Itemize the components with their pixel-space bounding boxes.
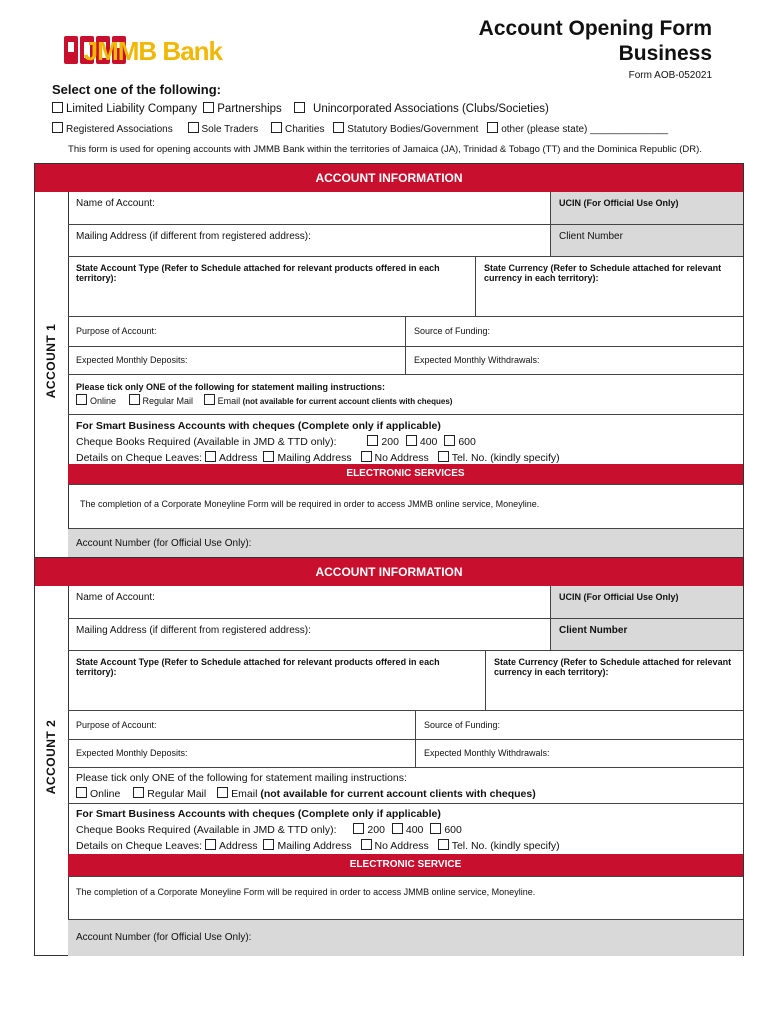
client-number-field: Client Number <box>550 619 743 651</box>
account-information-header: ACCOUNT INFORMATION <box>35 164 743 192</box>
account-2-side-label: ACCOUNT 2 <box>35 558 69 955</box>
checkbox-regular-mail[interactable] <box>133 787 144 798</box>
checkbox-address[interactable] <box>205 451 216 462</box>
funding-field[interactable]: Source of Funding: <box>415 711 743 740</box>
checkbox-registered-associations[interactable] <box>52 122 63 133</box>
name-of-account-field[interactable]: Name of Account: <box>76 592 155 603</box>
intro-text: This form is used for opening accounts with JMMB Bank within the territories of Jamaica (JA), Trinidad & Tobago (TT) and the Dominica Republic (DR). <box>68 144 702 155</box>
withdrawals-field[interactable]: Expected Monthly Withdrawals: <box>405 347 743 375</box>
checkbox-regular-mail[interactable] <box>129 394 140 405</box>
entity-type-row-1: Limited Liability Company Partnerships Unincorporated Associations (Clubs/Societies) <box>52 102 549 115</box>
checkbox-tel[interactable] <box>438 451 449 462</box>
checkbox-other[interactable] <box>487 122 498 133</box>
checkbox-unincorporated[interactable] <box>294 102 305 113</box>
ucin-field: UCIN (For Official Use Only) <box>550 192 743 224</box>
checkbox-tel[interactable] <box>438 839 449 850</box>
ucin-field: UCIN (For Official Use Only) <box>550 586 743 618</box>
currency-field[interactable]: State Currency (Refer to Schedule attached for relevant currency in each territory): <box>485 651 743 711</box>
checkbox-200[interactable] <box>367 435 378 446</box>
checkbox-400[interactable] <box>392 823 403 834</box>
account-type-field[interactable]: State Account Type (Refer to Schedule attached for relevant products offered in each territory): <box>76 657 440 677</box>
jmmb-logo <box>62 30 222 68</box>
checkbox-email[interactable] <box>217 787 228 798</box>
checkbox-sole-traders[interactable] <box>188 122 199 133</box>
account-number-field: Account Number (for Official Use Only): <box>76 538 252 549</box>
purpose-field[interactable]: Purpose of Account: <box>76 326 157 336</box>
checkbox-400[interactable] <box>406 435 417 446</box>
account-1-side-label: ACCOUNT 1 <box>35 164 69 557</box>
electronic-service-header: ELECTRONIC SERVICE <box>68 854 743 876</box>
account-2-section <box>34 557 744 956</box>
checkbox-partnerships[interactable] <box>203 102 214 113</box>
checkbox-mailing-address[interactable] <box>263 451 274 462</box>
entity-type-row-2: Registered Associations Sole Traders Charities Statutory Bodies/Government other (please state) ______________ <box>52 122 668 135</box>
checkbox-email[interactable] <box>204 394 215 405</box>
smart-business-block: For Smart Business Accounts with cheques (Complete only if applicable) Cheque Books Required (Available in JMD & TTD only): 200 400 600 Details on Cheque Leaves: Address Mailing Address No Address Tel. No. (kindly specify) <box>76 420 560 464</box>
moneyline-note: The completion of a Corporate Moneyline Form will be required in order to access JMMB online service, Moneyline. <box>80 499 540 509</box>
smart-business-block: For Smart Business Accounts with cheques (Complete only if applicable) Cheque Books Required (Available in JMD & TTD only): 200 400 600 Details on Cheque Leaves: Address Mailing Address No Address Tel. No. (kindly specify) <box>76 808 560 852</box>
checkbox-600[interactable] <box>444 435 455 446</box>
purpose-field[interactable]: Purpose of Account: <box>76 720 157 730</box>
checkbox-no-address[interactable] <box>361 839 372 850</box>
statement-mailing-block: Please tick only ONE of the following for statement mailing instructions: Online Regular Mail Email (not available for current account clients with cheques) <box>76 382 453 406</box>
select-heading: Select one of the following: <box>52 82 221 97</box>
funding-field[interactable]: Source of Funding: <box>405 317 743 347</box>
electronic-services-header: ELECTRONIC SERVICES <box>68 464 743 484</box>
form-number: Form AOB-052021 <box>628 70 712 81</box>
deposits-field[interactable]: Expected Monthly Deposits: <box>76 748 188 758</box>
mailing-address-field[interactable]: Mailing Address (if different from registered address): <box>76 625 311 636</box>
form-title: Account Opening Form Business <box>478 17 712 65</box>
client-number-field: Client Number <box>550 225 743 257</box>
checkbox-online[interactable] <box>76 394 87 405</box>
brand-text: JMMB Bank <box>83 36 222 66</box>
checkbox-address[interactable] <box>205 839 216 850</box>
account-number-field: Account Number (for Official Use Only): <box>76 932 252 943</box>
withdrawals-field[interactable]: Expected Monthly Withdrawals: <box>415 740 743 768</box>
checkbox-mailing-address[interactable] <box>263 839 274 850</box>
moneyline-note: The completion of a Corporate Moneyline Form will be required in order to access JMMB online service, Moneyline. <box>76 887 536 897</box>
name-of-account-field[interactable]: Name of Account: <box>76 198 155 209</box>
checkbox-statutory[interactable] <box>333 122 344 133</box>
checkbox-llc[interactable] <box>52 102 63 113</box>
deposits-field[interactable]: Expected Monthly Deposits: <box>76 355 188 365</box>
mailing-address-field[interactable]: Mailing Address (if different from registered address): <box>76 231 311 242</box>
checkbox-charities[interactable] <box>271 122 282 133</box>
account-type-field[interactable]: State Account Type (Refer to Schedule attached for relevant products offered in each territory): <box>76 263 440 283</box>
checkbox-no-address[interactable] <box>361 451 372 462</box>
checkbox-600[interactable] <box>430 823 441 834</box>
checkbox-online[interactable] <box>76 787 87 798</box>
checkbox-200[interactable] <box>353 823 364 834</box>
statement-mailing-block: Please tick only ONE of the following for statement mailing instructions: Online Regular Mail Email (not available for current account clients with cheques) <box>76 772 536 800</box>
account-1-section <box>34 163 744 558</box>
account-information-header: ACCOUNT INFORMATION <box>35 558 743 586</box>
currency-field[interactable]: State Currency (Refer to Schedule attached for relevant currency in each territory): <box>475 257 743 317</box>
